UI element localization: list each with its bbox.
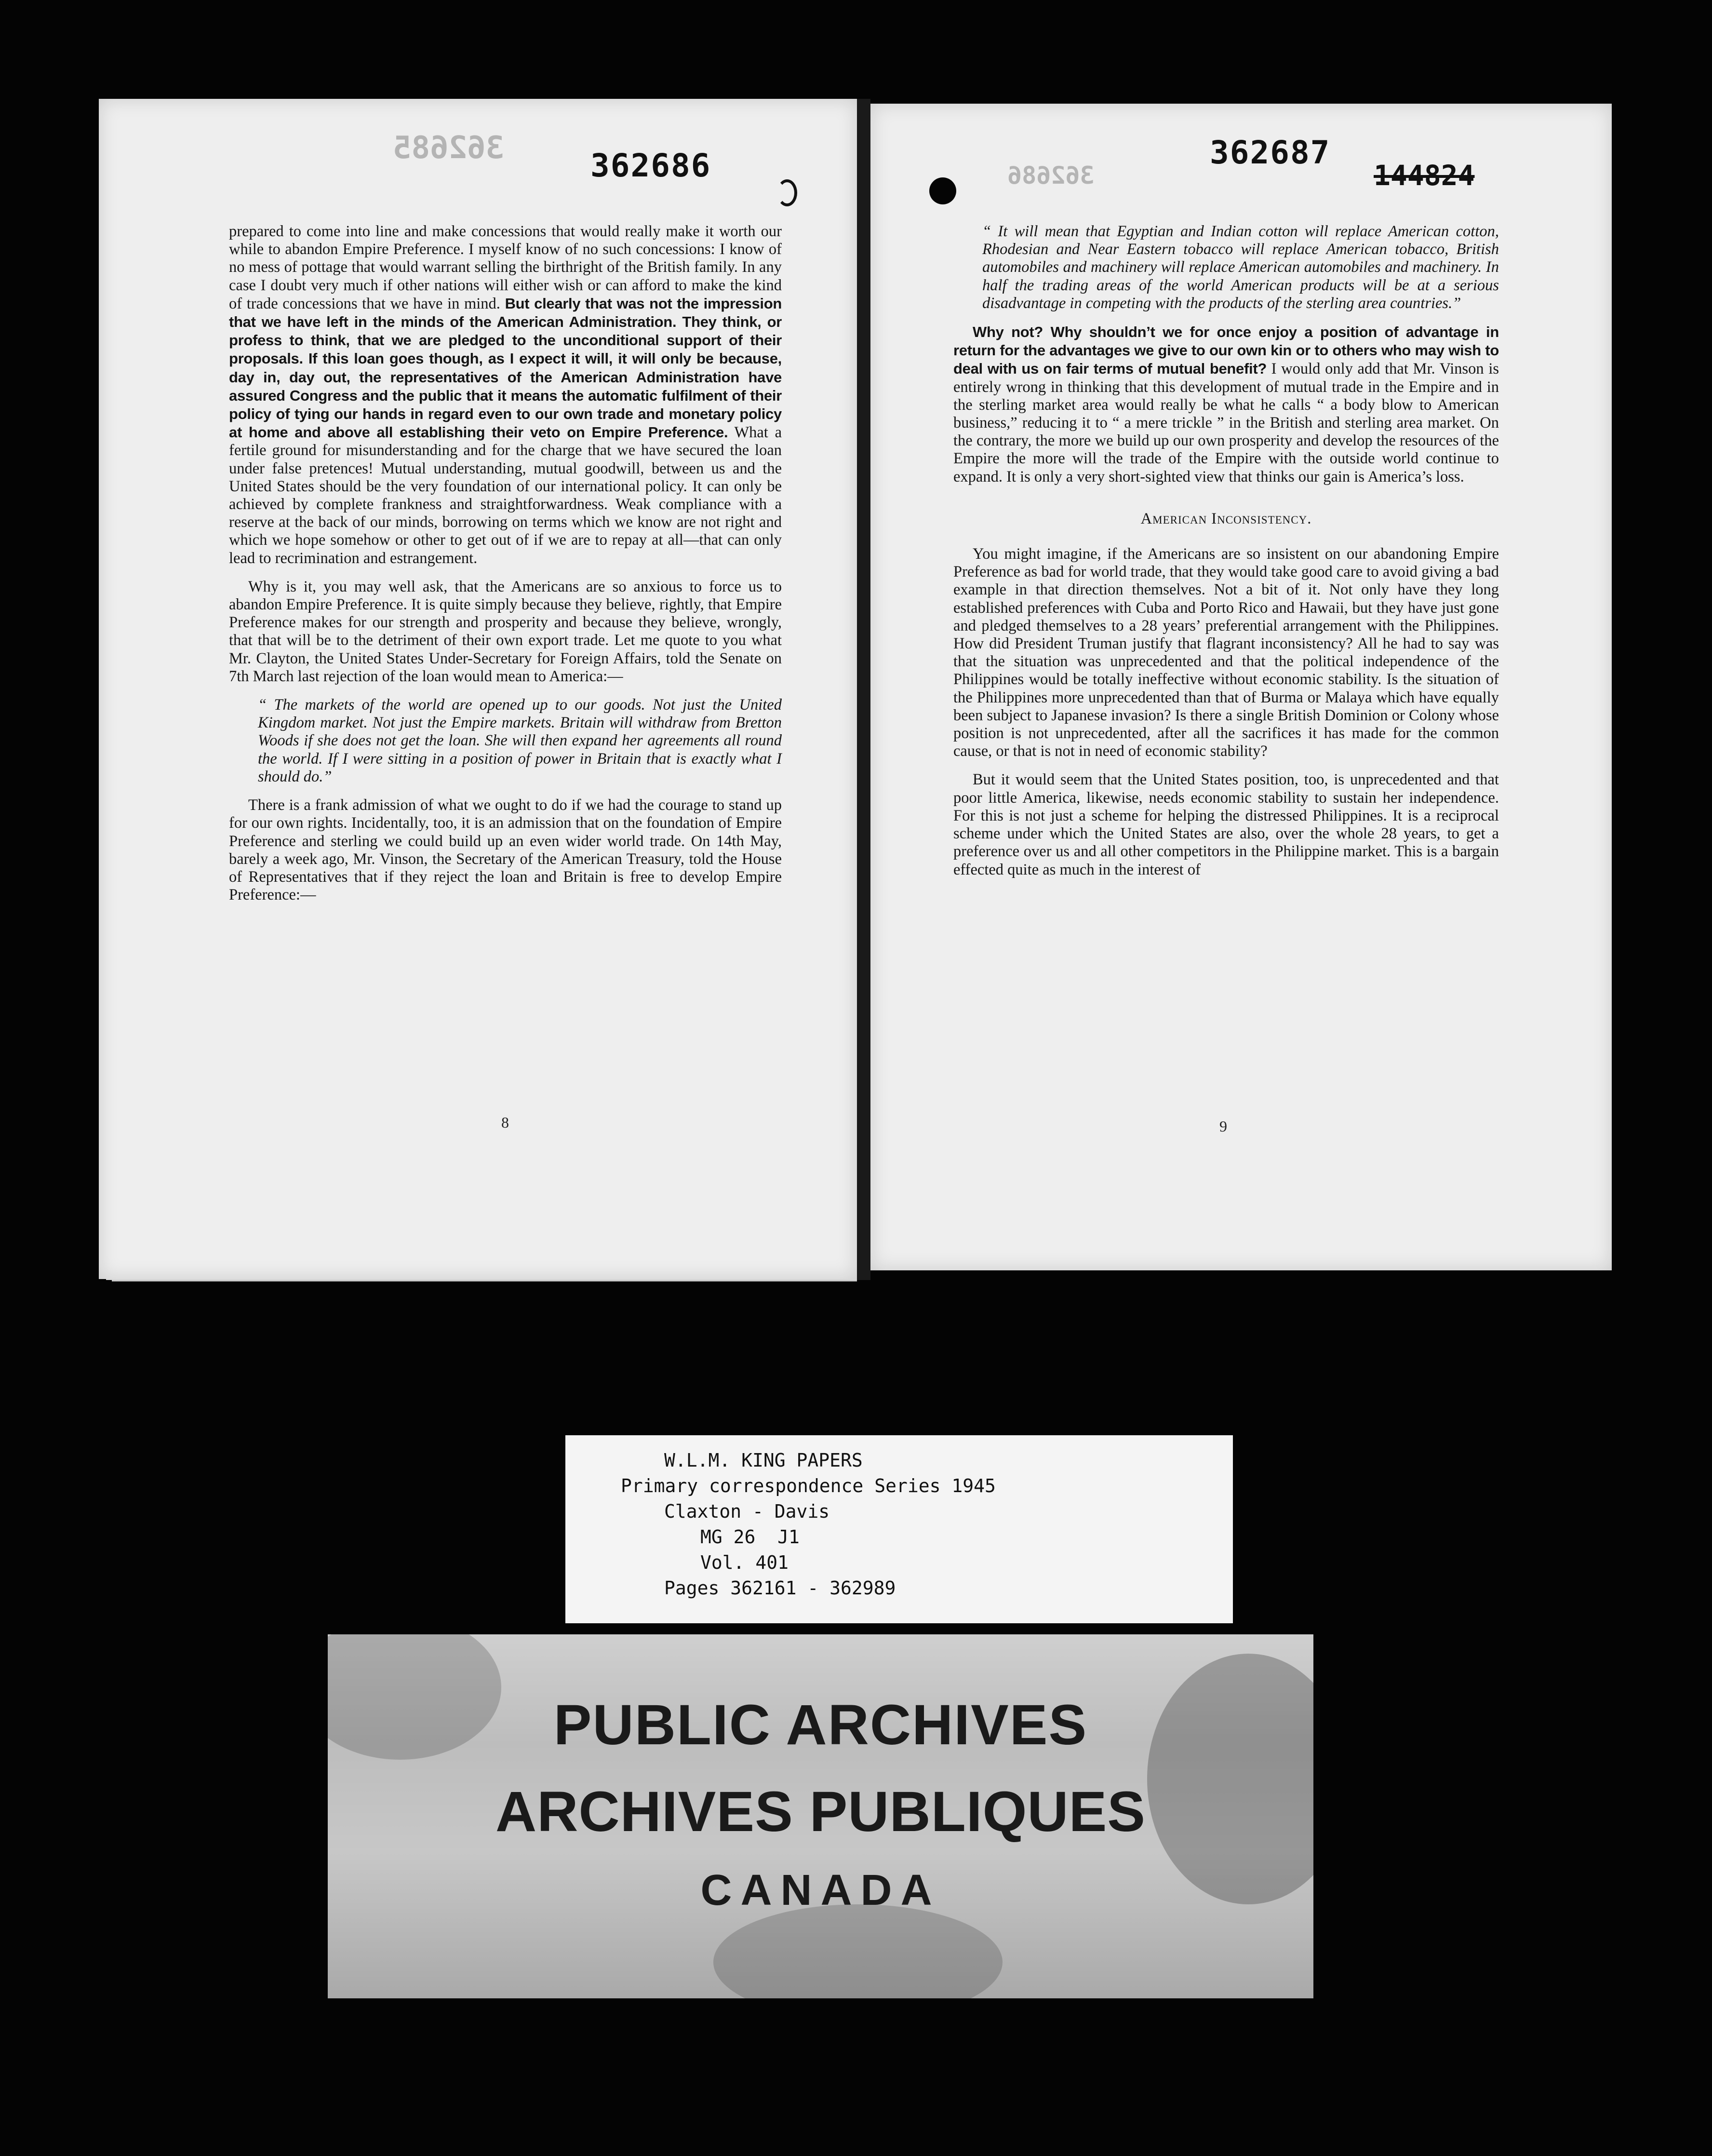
stamp-line-english: PUBLIC ARCHIVES bbox=[553, 1693, 1088, 1757]
ghost-page-number: 362685 bbox=[393, 130, 505, 166]
punch-hole bbox=[777, 179, 797, 206]
archives-stamp bbox=[328, 1634, 1313, 1998]
card-title: W.L.M. KING PAPERS bbox=[664, 1450, 863, 1471]
body-paragraph bbox=[229, 223, 782, 567]
ghost-page-number: 362686 bbox=[1007, 162, 1095, 189]
right-page-text bbox=[953, 223, 1499, 889]
block-quote: “ The markets of the world are opened up to our goods. Not just the United Kingdom market. Not just the Empire markets. Britain will withdraw from Bretton Woods if she does not get the loan. She will then expand her agreements all round the world. If I were sitting in a position of power in Britain that is exactly what I should do.” bbox=[258, 696, 782, 785]
section-heading: American Inconsistency. bbox=[1140, 510, 1312, 527]
block-quote: “ It will mean that Egyptian and Indian cotton will replace American cotton, Rhodesian and Near Eastern tobacco will replace American tobacco, British automobiles and machinery will replace American automobiles and machinery. In half the trading areas of the world American products will be at a serious disadvantage in competing with the products of the sterling area countries.” bbox=[982, 223, 1499, 312]
body-paragraph bbox=[953, 323, 1499, 486]
body-paragraph: Why is it, you may well ask, that the Americans are so anxious to force us to abandon Empire Preference. It is quite simply because they believe, rightly, that Empire Preference makes for our strength and prosperity and because they believe, wrongly, that that will be to the detriment of their own export trade. Let me quote to you what Mr. Clayton, the United States Under-Secretary for Foreign Affairs, told the Senate on 7th March last rejection of the loan would mean to America:— bbox=[229, 578, 782, 685]
page-folio: 9 bbox=[1219, 1118, 1227, 1135]
card-volume: Vol. 401 bbox=[700, 1552, 789, 1573]
emphasis-text: Why not? Why shouldn’t we for once enjoy a position of advantage in return for the advantages we give to our own kin or to others who may wish to deal with us on fair terms of mutual benefit? bbox=[953, 323, 1499, 377]
card-manuscript-group: MG 26 J1 bbox=[700, 1526, 800, 1548]
body-text: What a fertile ground for misunderstanding and for the charge that we have secured the loan under false pretences! Mutual understanding, mutual goodwill, between us and the United States should be the very foundation of our international policy. It can only be achieved by complete frankness and straightforwardness. Weak compliance with a reserve at the back of our minds, borrowing on terms which we know are not right and which we hope somehow or other to get out of if we are to repay at all—that can only lead to recrimination and estrangement. bbox=[229, 424, 782, 567]
body-text: I would only add that Mr. Vinson is entirely wrong in thinking that this development of mutual trade in the Empire and in the sterling market area would really be what he calls “ a body blow to American business,” reducing it to “ a mere trickle ” in the British and sterling area market. On the contrary, the more we build up our own prosperity and develop the resources of the Empire the more will the trade of the Empire with the outside world continue to expand. It is only a very short-sighted view that thinks our gain is America’s loss. bbox=[953, 360, 1499, 485]
stamp-line-country: CANADA bbox=[700, 1866, 941, 1914]
body-paragraph: You might imagine, if the Americans are so insistent on our abandoning Empire Preference as bad for world trade, that they would take good care to avoid giving a bad example in that direction themselves. Not a bit of it. Not only have they long established preferences with Cuba and Porto Rico and Hawaii, but they have just gone and pledged themselves to a 28 years’ preferential arrangement with the Philippines. How did President Truman justify that flagrant inconsistency? All he had to say was that the situation was unprecedented and that the political independence of the Philippines would be totally ineffective without economic stability. Is the situation of the Philippines more unprecedented than that of Burma or Malaya which have equally been subject to Japanese invasion? Is there a single British Dominion or Colony whose position is not unprecedented, after all the sacrifices it has made for the common cause, or that is not in need of economic stability? bbox=[953, 545, 1499, 760]
card-series: Primary correspondence Series 1945 bbox=[621, 1475, 996, 1496]
page-number-stamp: 362687 bbox=[1210, 134, 1331, 171]
card-names: Claxton - Davis bbox=[664, 1501, 830, 1522]
left-page-text bbox=[229, 223, 782, 915]
struck-page-number: 144824 bbox=[1374, 159, 1475, 192]
body-paragraph: There is a frank admission of what we ought to do if we had the courage to stand up for our own rights. Incidentally, too, it is an admission that on the foundation of Empire Preference and sterling we could build up an even wider world trade. On 14th May, barely a week ago, Mr. Vinson, the Secretary of the American Treasury, told the House of Representatives that if they reject the loan and Britain is free to develop Empire Preference:— bbox=[229, 796, 782, 904]
finding-aid-card bbox=[565, 1435, 1233, 1623]
body-paragraph: But it would seem that the United States position, too, is unprecedented and that poor little America, likewise, needs economic stability to sustain her independence. For this is not just a scheme for helping the distressed Philippines. It is a reciprocal scheme under which the United States are also, over the whole 28 years, to get a preference over us and all other competitors in the Philippine market. This is a bargain effected quite as much in the interest of bbox=[953, 771, 1499, 878]
book-gutter bbox=[857, 99, 870, 1280]
punch-hole bbox=[929, 177, 956, 204]
body-text: prepared to come into line and make concessions that would really make it worth our while to abandon Empire Preference. I myself know of no such concessions: I know of no mess of pottage that would warrant selling the birthright of the British family. In any case I doubt very much if other nations will either wish or can afford to make the kind of trade concessions that we have in mind. bbox=[229, 223, 782, 312]
card-pages: Pages 362161 - 362989 bbox=[664, 1577, 896, 1599]
stamp-line-french: ARCHIVES PUBLIQUES bbox=[495, 1780, 1146, 1844]
page-number-stamp: 362686 bbox=[590, 147, 711, 184]
page-folio: 8 bbox=[501, 1114, 509, 1131]
emphasis-text: But clearly that was not the impression that we have left in the minds of the American Administration. They think, or profess to think, that we are pledged to the unconditional support of their proposals. If this loan goes though, as I expect it will, it will only be because, day in, day out, the representatives of the American Administration have assured Congress and the public that it means the automatic fulfilment of their policy of tying our hands in regard even to our own trade and monetary policy at home and above all establishing their veto on Empire Preference. bbox=[229, 295, 782, 441]
